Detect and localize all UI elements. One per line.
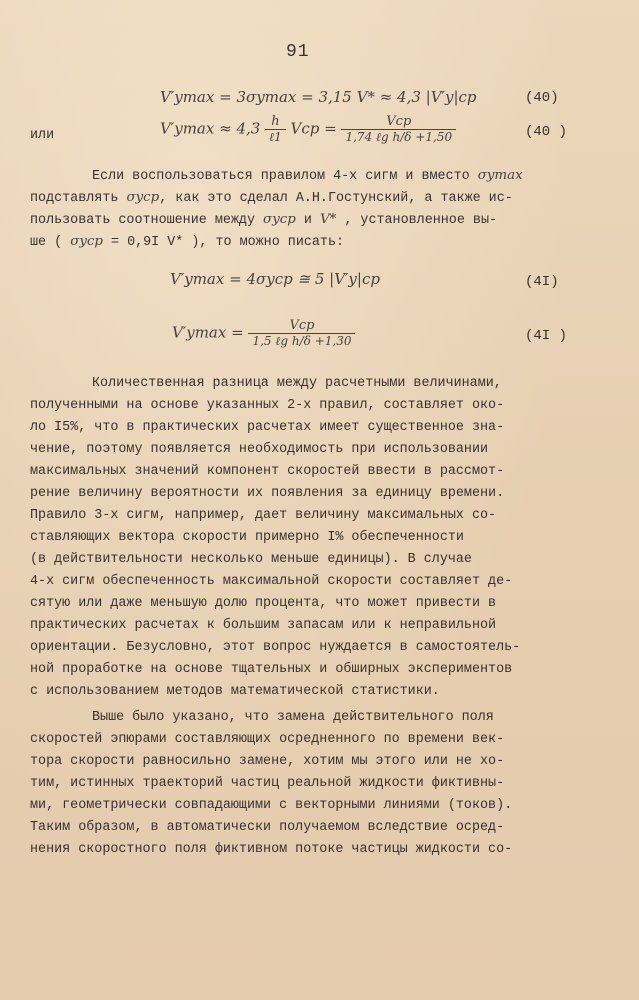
paragraph-1-line-4-text: ше ( (30, 235, 71, 250)
paragraph-2-line-10: 4-х сигм обеспеченность максимальной скорости составляет де- (30, 574, 513, 589)
sigma-y-avg-symbol: σyср (126, 190, 160, 205)
paragraph-2-line-15: с использованием методов математической статистики. (30, 684, 440, 699)
equation-40b-number: (40 ) (525, 124, 568, 140)
paragraph-2-line-12: практических расчетах к большим запасам или к неправильной (30, 618, 497, 633)
paragraph-2-line-1: Количественная разница между расчетными величинами, (92, 376, 502, 391)
equation-40b-lhs: V′ymax (160, 119, 215, 138)
equation-40a (160, 88, 477, 106)
paragraph-1-line-3-tail: , установленное вы- (336, 213, 498, 228)
equation-41a (170, 270, 380, 288)
paragraph-2-line-9: (в действительности несколько меньше единицы). В случае (30, 552, 472, 567)
paragraph-1-line-1-text: Если воспользоваться правилом 4-х сигм и вместо (92, 169, 478, 184)
equation-40a-number: (40) (525, 90, 559, 106)
or-word: или (30, 128, 55, 143)
paragraph-1-line-4 (30, 234, 344, 250)
paragraph-1-line-2-tail: , как это сделал А.Н.Гостунский, а также ис- (159, 191, 513, 206)
v-star-symbol: V* (319, 212, 337, 227)
paragraph-2-line-2: полученными на основе указанных 2-х правил, составляет око- (30, 398, 505, 413)
paragraph-1-line-3-text: пользовать соотношение между (30, 213, 264, 228)
paragraph-2-line-4: чение, поэтому появляется необходимость при использовании (30, 442, 489, 457)
paragraph-2-line-8: ставляющих вектора скорости примерно I% обеспеченности (30, 530, 464, 545)
paragraph-2-line-13: ориентации. Безусловно, этот вопрос нуждается в самостоятель- (30, 640, 521, 655)
equation-41b-fraction-denominator: 1,5 ℓg h/δ +1,30 (252, 334, 352, 348)
equation-40a-rhs: = 3σymax = 3,15 V* ≈ 4,3 |V′y|ср (219, 88, 477, 106)
paragraph-1-line-3-mid: и (295, 213, 320, 228)
paragraph-3-line-2: скоростей эпюрами составляющих осредненного по времени век- (30, 732, 505, 747)
paragraph-2-line-5: максимальных значений компонент скоростей ввести в рассмот- (30, 464, 505, 479)
paragraph-1-line-4-tail: = 0,9I V* ), то можно писать: (102, 235, 345, 250)
equation-41a-rhs: = 4σyср ≅ 5 |V′y|ср (229, 270, 380, 288)
equation-40b-fraction-1-denominator: ℓ1 (269, 130, 282, 144)
paragraph-3-line-7: нения скоростного поля фиктивном потоке частицы жидкости со- (30, 842, 513, 857)
equation-41b-mid: = (231, 323, 244, 342)
equation-41b-lhs: V′ymax (172, 323, 227, 342)
paragraph-3-line-1: Выше было указано, что замена действительного поля (92, 710, 494, 725)
equation-41b-number: (4I ) (525, 328, 568, 344)
sigma-y-max-symbol: σymax (477, 168, 523, 183)
paragraph-1-line-3 (30, 212, 497, 228)
paragraph-2-line-7: Правило 3-х сигм, например, дает величину максимальных со- (30, 508, 497, 523)
paragraph-1-line-2-text: подставлять (30, 191, 127, 206)
equation-40b (160, 114, 456, 145)
page-number: 91 (286, 42, 310, 62)
sigma-y-avg-symbol: σyср (70, 234, 103, 249)
paragraph-3-line-3: тора скорости равносильно замене, хотим мы этого или не хо- (30, 754, 505, 769)
paragraph-1-line-1 (92, 168, 523, 184)
equation-40b-prefix: ≈ 4,3 (219, 119, 261, 138)
paragraph-3-line-6: Таким образом, в автоматически получаемом вследствие осред- (30, 820, 505, 835)
equation-40a-lhs: V′ymax (160, 88, 215, 106)
paragraph-2-line-6: рение величину вероятности их появления за единицу времени. (30, 486, 505, 501)
equation-40b-fraction-2-numerator: Vср (341, 114, 456, 130)
paragraph-2-line-14: ной проработке на основе тщательных и обширных экспериментов (30, 662, 513, 677)
equation-41b-fraction-numerator: Vср (248, 318, 355, 334)
sigma-y-avg-symbol: σyср (263, 212, 296, 227)
paragraph-2-line-3: ло I5%, что в практических расчетах имеет существенное зна- (30, 420, 505, 435)
equation-40b-mid: Vср = (290, 119, 337, 138)
equation-40b-fraction-1 (265, 114, 286, 145)
equation-40b-fraction-2 (341, 114, 456, 145)
equation-41a-number: (4I) (525, 274, 559, 290)
equation-41b-fraction (248, 318, 355, 349)
paragraph-1-line-2 (30, 190, 513, 206)
equation-40b-fraction-1-numerator: h (265, 114, 286, 130)
paragraph-3-line-5: ми, геометрически совпадающими с векторными линиями (токов). (30, 798, 513, 813)
equation-41b (172, 318, 355, 349)
paragraph-2-line-11: сятую или даже меньшую долю процента, что может привести в (30, 596, 497, 611)
equation-41a-lhs: V′ymax (170, 270, 225, 288)
equation-40b-fraction-2-denominator: 1,74 ℓg h/δ +1,50 (345, 130, 453, 144)
paragraph-3-line-4: тим, истинных траекторий частиц реальной жидкости фиктивны- (30, 776, 505, 791)
